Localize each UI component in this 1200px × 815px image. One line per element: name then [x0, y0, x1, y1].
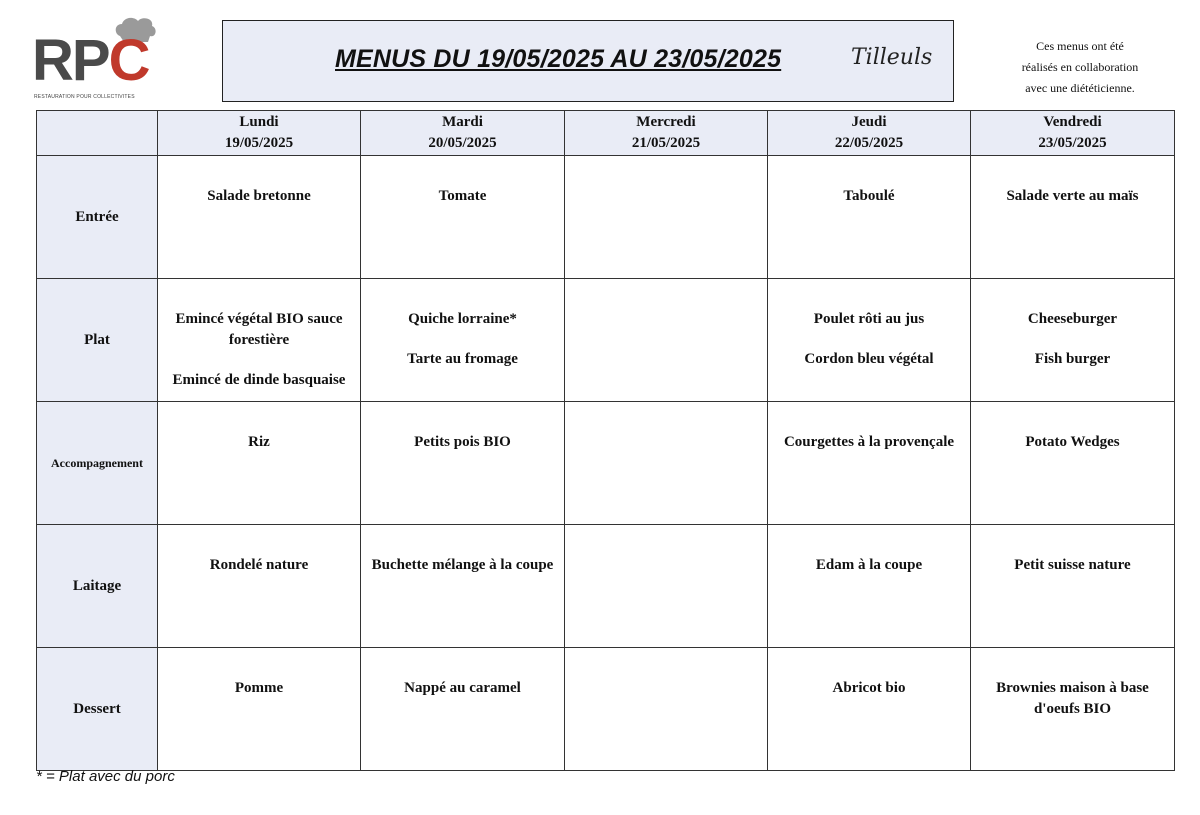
- menu-cell: [971, 648, 1175, 771]
- dish-name: Quiche lorraine*: [408, 311, 517, 327]
- dish-name: Fish burger: [1034, 351, 1111, 367]
- dish-name: Cheeseburger: [1027, 311, 1118, 327]
- dish-name: Buchette mélange à la coupe: [371, 557, 554, 573]
- table-header-row: [37, 111, 1175, 156]
- dish-name: Edam à la coupe: [815, 557, 923, 573]
- page-title: MENUS DU 19/05/2025 AU 23/05/2025: [335, 45, 782, 73]
- day-name: Mercredi: [636, 114, 696, 130]
- day-header-jeudi: [768, 111, 971, 156]
- dish-name: Nappé au caramel: [404, 680, 521, 696]
- menu-cell: [361, 279, 565, 402]
- menu-cell: [361, 156, 565, 279]
- row-header-dessert: Dessert: [37, 648, 158, 771]
- table-row: [37, 402, 1175, 525]
- dish-name: Pomme: [234, 680, 284, 696]
- dish-name: Rondelé nature: [209, 557, 309, 573]
- note-line: avec une diététicienne.: [1025, 81, 1135, 95]
- day-name: Vendredi: [1043, 114, 1102, 130]
- day-header-mercredi: [565, 111, 768, 156]
- dish-name: Salade verte au maïs: [1006, 188, 1139, 204]
- dish-name: Taboulé: [843, 188, 895, 204]
- menu-cell: [768, 648, 971, 771]
- menu-cell: [768, 279, 971, 402]
- day-date: 20/05/2025: [428, 135, 497, 151]
- menu-cell: [971, 279, 1175, 402]
- logo-letter-p: P: [71, 28, 109, 93]
- menu-cell: [565, 525, 768, 648]
- menu-cell: [158, 279, 361, 402]
- dietician-note: [1005, 36, 1155, 99]
- day-name: Jeudi: [851, 114, 887, 130]
- row-header-laitage: Laitage: [37, 525, 158, 648]
- note-line: Ces menus ont été: [1036, 39, 1124, 53]
- dish-name: Potato Wedges: [1025, 434, 1120, 450]
- title-banner: [222, 20, 954, 102]
- note-line: réalisés en collaboration: [1021, 60, 1139, 74]
- menu-cell: [768, 525, 971, 648]
- logo-letters: [32, 28, 149, 93]
- logo-letter-c: C: [108, 28, 149, 93]
- dish-name: Courgettes à la provençale: [783, 434, 955, 450]
- menu-cell: [768, 156, 971, 279]
- day-date: 23/05/2025: [1038, 135, 1107, 151]
- dish-name: Brownies maison à base d'oeufs BIO: [996, 680, 1149, 717]
- menu-cell: [971, 402, 1175, 525]
- dish-name: Tomate: [438, 188, 487, 204]
- menu-cell: [158, 156, 361, 279]
- day-date: 19/05/2025: [224, 135, 294, 151]
- dish-name: Abricot bio: [832, 680, 906, 696]
- day-name: Mardi: [442, 114, 483, 130]
- menu-cell: [971, 525, 1175, 648]
- menu-cell: [361, 648, 565, 771]
- day-date: 21/05/2025: [631, 135, 701, 151]
- menu-table: [36, 110, 1175, 771]
- day-name: Lundi: [239, 114, 279, 130]
- dish-name: Emincé végétal BIO sauce forestière: [175, 311, 343, 348]
- day-date: 22/05/2025: [834, 135, 904, 151]
- day-header-vendredi: [971, 111, 1175, 156]
- menu-cell: [768, 402, 971, 525]
- menu-cell: [158, 648, 361, 771]
- rpc-logo: [32, 14, 162, 102]
- dish-name: Poulet rôti au jus: [813, 311, 925, 327]
- menu-cell: [565, 402, 768, 525]
- day-header-lundi: [158, 111, 361, 156]
- table-row: [37, 156, 1175, 279]
- menu-cell: [565, 648, 768, 771]
- dish-name: Tarte au fromage: [407, 351, 518, 367]
- table-row: [37, 279, 1175, 402]
- corner-cell: [37, 111, 158, 156]
- dish-name: Emincé de dinde basquaise: [172, 372, 346, 388]
- table-row: [37, 525, 1175, 648]
- menu-cell: [158, 525, 361, 648]
- dish-name: Cordon bleu végétal: [804, 351, 934, 367]
- dish-name: Riz: [248, 434, 270, 450]
- menu-cell: [361, 525, 565, 648]
- footnote: * = Plat avec du porc: [36, 768, 175, 785]
- menu-cell: [361, 402, 565, 525]
- table-row: [37, 648, 1175, 771]
- menu-cell: [565, 156, 768, 279]
- menu-cell: [158, 402, 361, 525]
- row-header-entree: Entrée: [37, 156, 158, 279]
- menu-cell: [971, 156, 1175, 279]
- dish-name: Salade bretonne: [207, 188, 311, 204]
- menu-body: [37, 156, 1175, 771]
- menu-cell: [565, 279, 768, 402]
- site-name-handwritten: Tilleuls: [851, 45, 933, 70]
- row-header-accompagnement: Accompagnement: [37, 402, 158, 525]
- row-header-plat: Plat: [37, 279, 158, 402]
- dish-name: Petit suisse nature: [1014, 557, 1131, 573]
- logo-tagline: RESTAURATION POUR COLLECTIVITES: [34, 94, 135, 100]
- dish-name: Petits pois BIO: [414, 434, 511, 450]
- day-header-mardi: [361, 111, 565, 156]
- logo-letter-r: R: [32, 28, 72, 93]
